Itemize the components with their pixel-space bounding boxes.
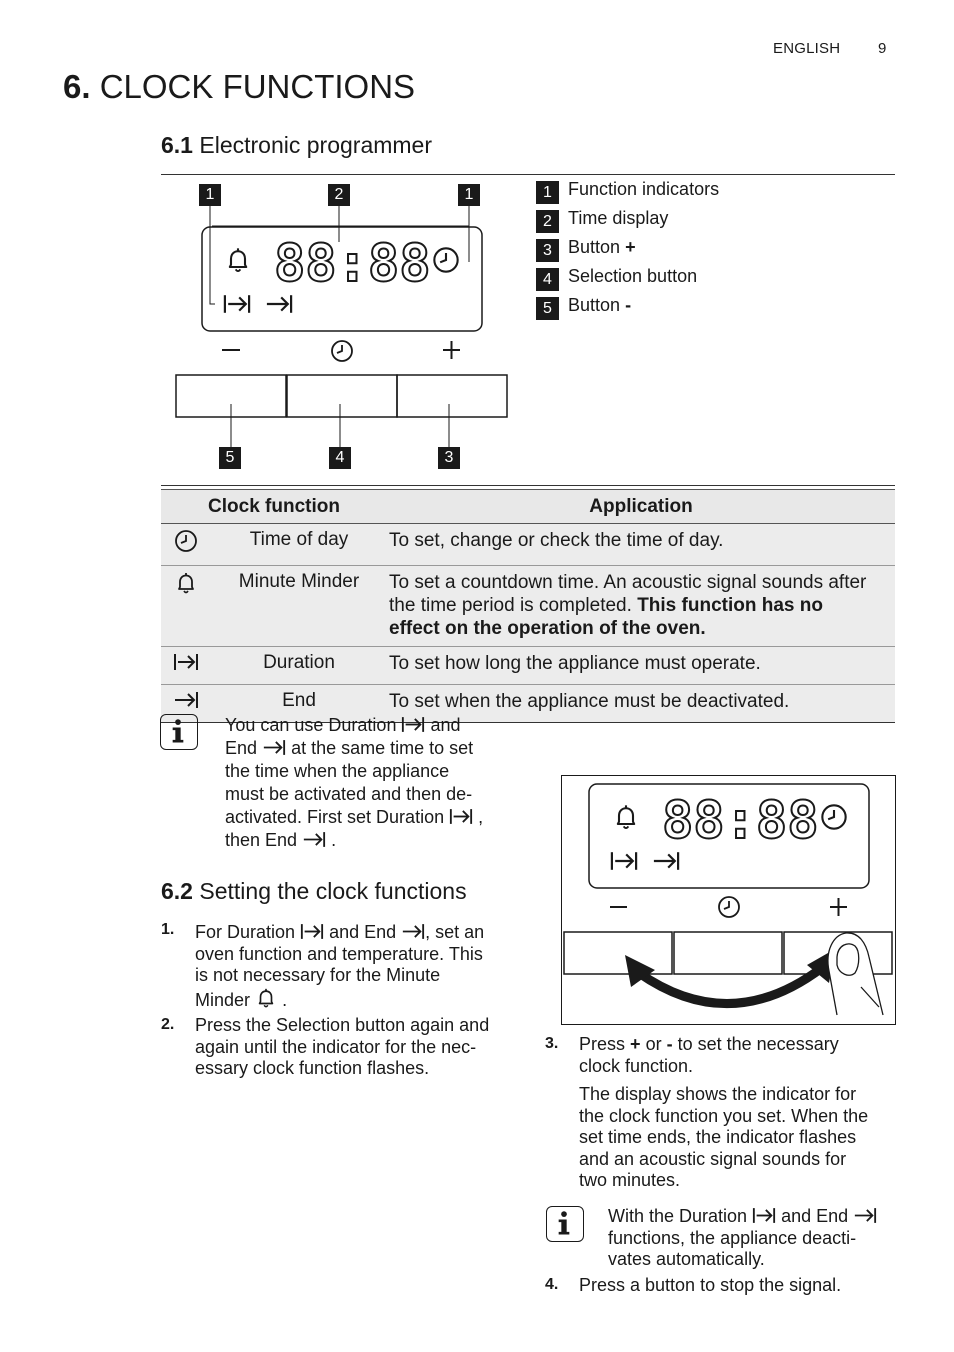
legend-number: 5 bbox=[536, 297, 559, 320]
table-cell-function: End bbox=[211, 685, 387, 723]
section-title-6-1 bbox=[161, 132, 432, 159]
time-display-digits: 88:88 bbox=[274, 234, 431, 294]
table-header-application: Application bbox=[387, 490, 895, 524]
legend-label: Function indicators bbox=[568, 179, 720, 199]
table-cell-function: Duration bbox=[211, 647, 387, 685]
end-icon bbox=[262, 738, 286, 757]
info-icon bbox=[546, 1206, 584, 1242]
step-number: 1. bbox=[161, 921, 175, 938]
button-selection bbox=[287, 375, 397, 417]
clock-icon bbox=[332, 341, 352, 361]
table-row bbox=[161, 566, 895, 647]
duration-icon bbox=[752, 1206, 776, 1225]
step-number: 3. bbox=[545, 1035, 559, 1052]
clock-icon bbox=[174, 529, 198, 553]
legend-item bbox=[536, 233, 636, 262]
table-cell-application: To set a countdown time. An acoustic signal sounds after the time period is completed. This function has no effect on the operation of the oven. bbox=[387, 566, 895, 647]
table-cell-function: Minute Minder bbox=[211, 566, 387, 647]
section-rule bbox=[161, 174, 895, 175]
table-cell-function: Time of day bbox=[211, 524, 387, 566]
duration-icon bbox=[225, 295, 249, 313]
clock-function-table bbox=[161, 489, 895, 723]
table-header-clock-function: Clock function bbox=[161, 490, 387, 524]
chapter-title bbox=[63, 68, 415, 106]
callout-1: 1 bbox=[199, 184, 221, 206]
end-icon bbox=[173, 690, 199, 710]
clock-icon bbox=[719, 897, 739, 917]
table-row bbox=[161, 524, 895, 566]
step-3-text: Press + or - to set the necessary clock function. bbox=[579, 1034, 839, 1076]
step-number: 4. bbox=[545, 1276, 559, 1293]
bell-icon bbox=[230, 248, 246, 271]
button-plus bbox=[397, 375, 507, 417]
table-cell-application-bold: This function has no effect on the operation of the oven. bbox=[389, 595, 823, 639]
legend-item bbox=[536, 262, 697, 291]
step-number: 2. bbox=[161, 1016, 175, 1033]
table-cell-application: To set how long the appliance must operate. bbox=[387, 647, 895, 685]
bell-icon bbox=[255, 987, 277, 1009]
legend-number: 1 bbox=[536, 181, 559, 204]
step-2-text: Press the Selection button again and again until the indicator for the nec- essary clock function flashes. bbox=[195, 1015, 490, 1078]
time-display-digits: 88:88 bbox=[662, 791, 819, 851]
legend-label: Button bbox=[568, 237, 621, 257]
legend-symbol: - bbox=[625, 295, 632, 315]
legend-number: 2 bbox=[536, 210, 559, 233]
duration-icon bbox=[173, 652, 199, 672]
chapter-title-text: CLOCK FUNCTIONS bbox=[99, 68, 416, 105]
section-title-text: Electronic programmer bbox=[199, 132, 433, 158]
callout-4: 4 bbox=[329, 447, 351, 469]
legend-number: 4 bbox=[536, 268, 559, 291]
legend-symbol: + bbox=[625, 237, 636, 257]
legend-label: Button bbox=[568, 295, 621, 315]
curved-arrow-icon bbox=[625, 949, 835, 1004]
chapter-number: 6. bbox=[63, 68, 91, 105]
end-icon bbox=[654, 852, 678, 870]
legend-item bbox=[536, 204, 668, 233]
step-1-text: For Duration and End , set an oven function and temperature. This is not necessary for the Minute Minder . bbox=[195, 922, 485, 1010]
table-row bbox=[161, 647, 895, 685]
plus-icon bbox=[443, 341, 460, 359]
programmer-diagram bbox=[160, 180, 520, 480]
note-duration-end: You can use Duration and End at the same time to set the time when the appliance must be activated and then de- activated. First set Duration , then End . bbox=[225, 715, 484, 850]
section-title-6-2 bbox=[161, 878, 467, 905]
step-3-explanation: The display shows the indicator for the clock function you set. When the set time ends, the indicator flashes and an acoustic signal sounds for two minutes. bbox=[579, 1084, 869, 1190]
end-icon bbox=[853, 1206, 877, 1225]
page-number: 9 bbox=[878, 40, 887, 57]
note-auto-deactivate: With the Duration and End functions, the appliance deacti- vates automatically. bbox=[608, 1206, 908, 1271]
duration-icon bbox=[449, 807, 473, 826]
callout-2: 2 bbox=[328, 184, 350, 206]
table-header-row bbox=[161, 490, 895, 524]
callout-1: 1 bbox=[458, 184, 480, 206]
step-4-text: Press a button to stop the signal. bbox=[579, 1275, 842, 1295]
duration-icon bbox=[300, 922, 324, 941]
legend-label: Time display bbox=[568, 208, 669, 228]
running-header-language: ENGLISH bbox=[773, 40, 841, 57]
bell-icon bbox=[618, 805, 634, 828]
callout-3: 3 bbox=[438, 447, 460, 469]
end-icon bbox=[302, 830, 326, 849]
legend-item bbox=[536, 175, 719, 204]
legend-label: Selection button bbox=[568, 266, 698, 286]
end-icon bbox=[267, 295, 291, 313]
section-title-text: Setting the clock functions bbox=[199, 878, 467, 904]
plus-icon bbox=[830, 898, 847, 916]
clock-icon bbox=[434, 248, 457, 271]
section-number: 6.1 bbox=[161, 132, 193, 158]
duration-icon bbox=[401, 715, 425, 734]
info-icon bbox=[160, 714, 198, 750]
table-cell-application: To set when the appliance must be deactivated. bbox=[387, 685, 895, 723]
table-cell-application: To set, change or check the time of day. bbox=[387, 524, 895, 566]
section-number: 6.2 bbox=[161, 878, 193, 904]
duration-icon bbox=[612, 852, 636, 870]
legend-number: 3 bbox=[536, 239, 559, 262]
clock-icon bbox=[822, 805, 845, 828]
programmer-press-diagram bbox=[561, 775, 897, 1026]
table-top-rule bbox=[161, 485, 895, 486]
legend-item bbox=[536, 291, 631, 320]
bell-icon bbox=[174, 571, 198, 595]
callout-5: 5 bbox=[219, 447, 241, 469]
end-icon bbox=[401, 922, 425, 941]
